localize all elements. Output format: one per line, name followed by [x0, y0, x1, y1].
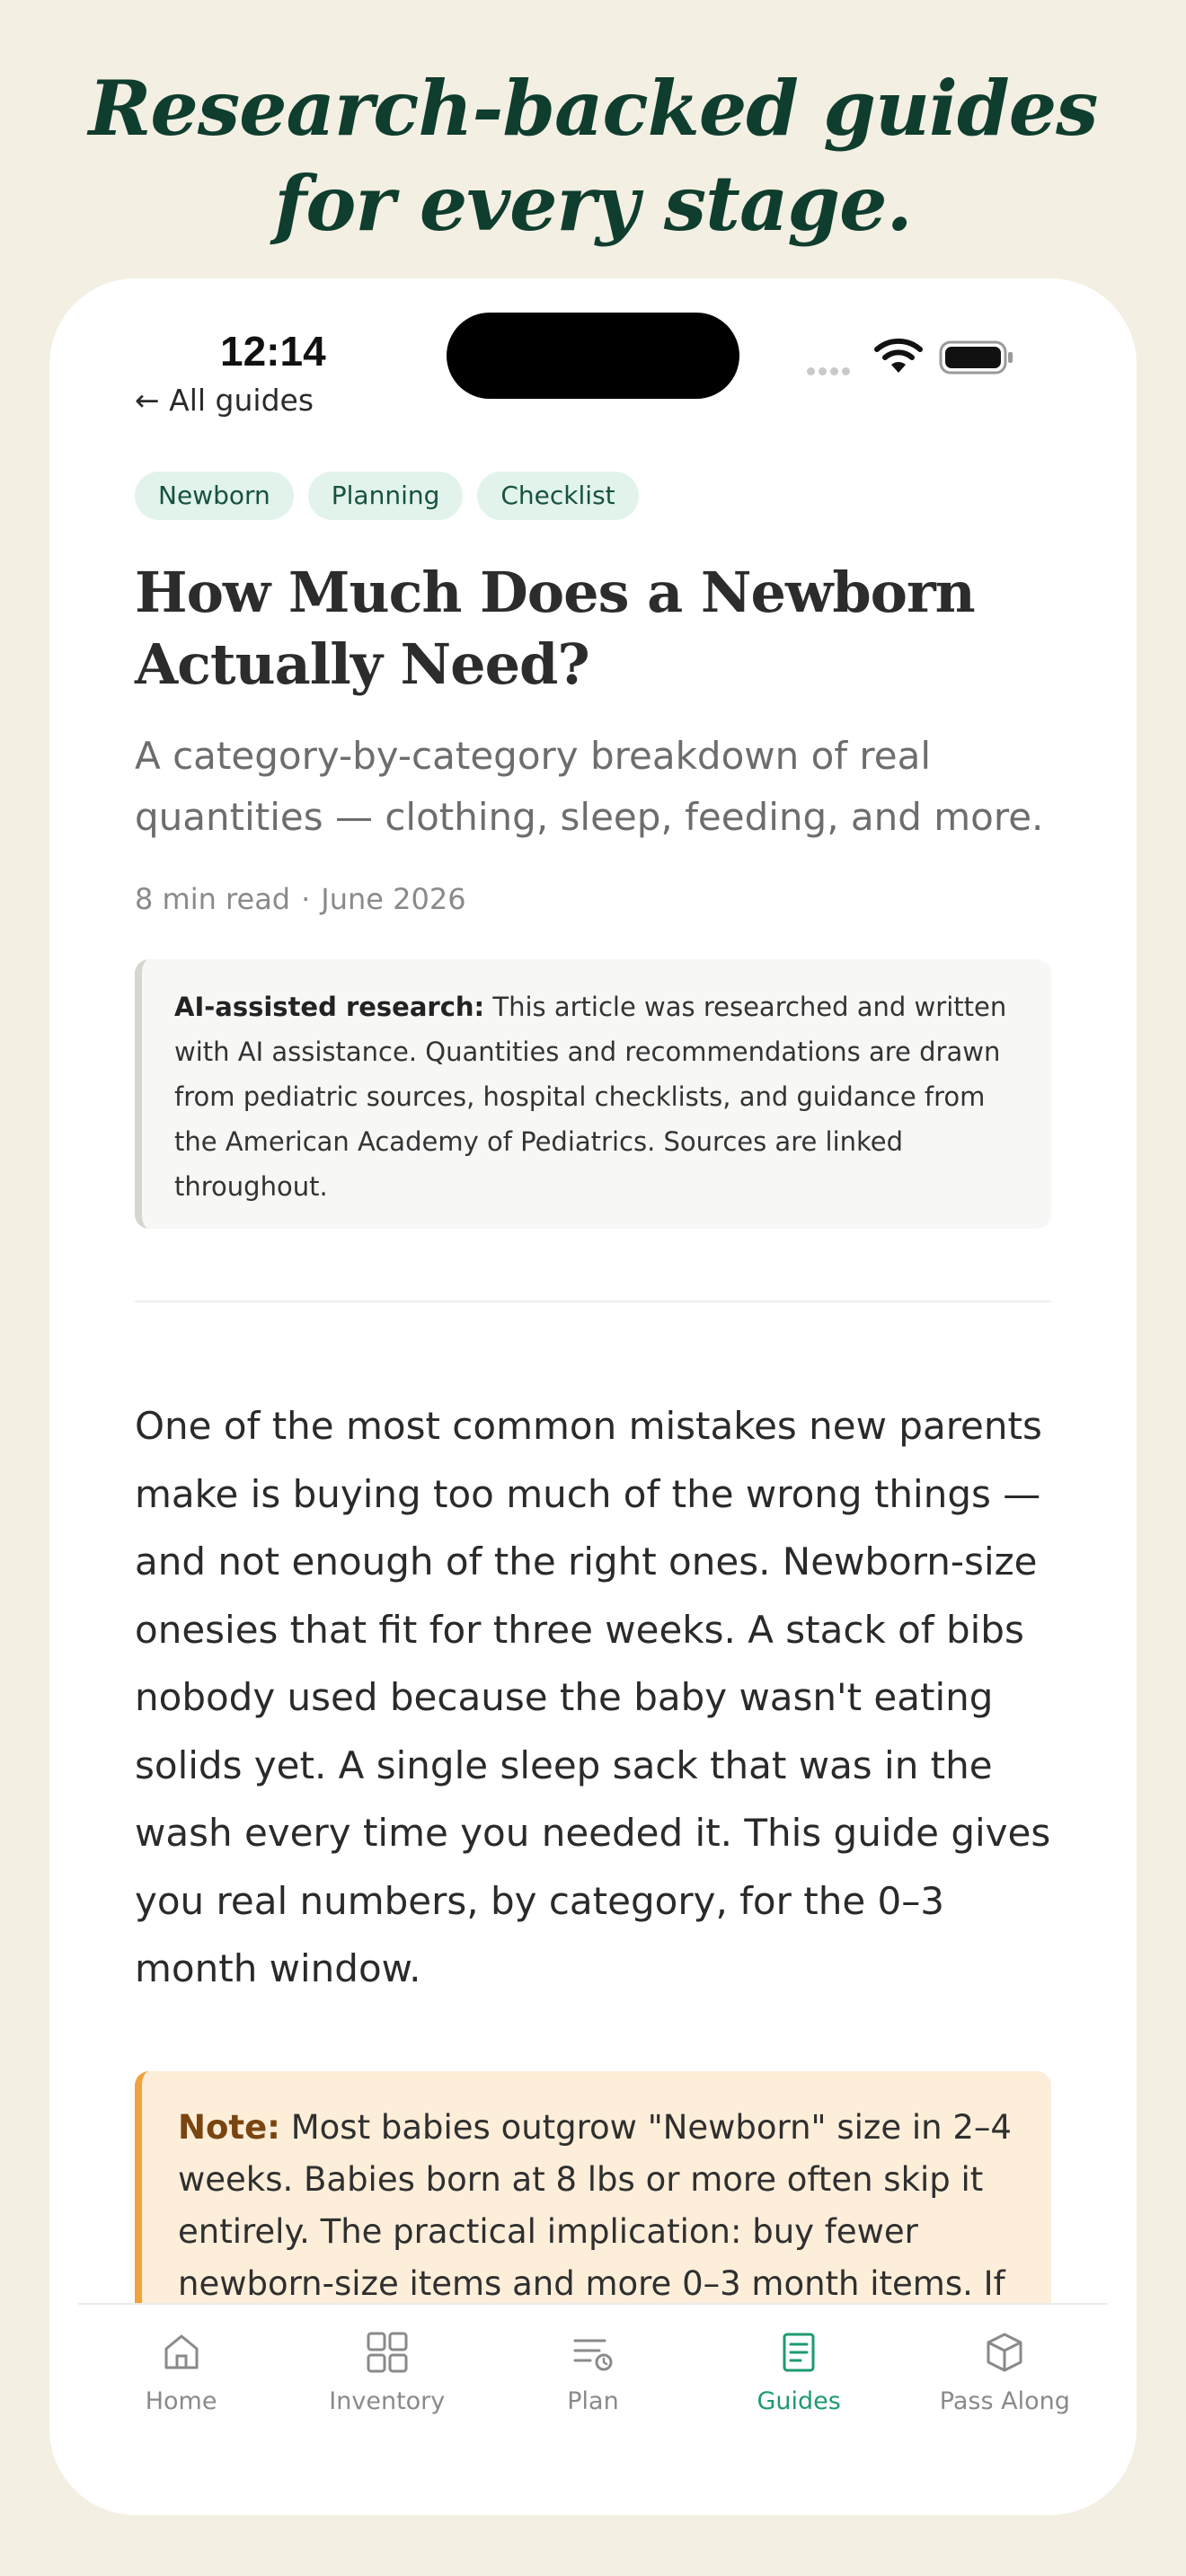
home-icon	[159, 2330, 204, 2375]
note-text: Most babies outgrow "Newborn" size in 2–4 weeks. Babies born at 8 lbs or more often skip it entirely. The practical implication: buy fewer newborn-size items and more 0–3 month items. If	[178, 2108, 1012, 2303]
meta-separator: ·	[301, 882, 311, 916]
back-to-guides-link[interactable]: ← All guides	[135, 383, 314, 418]
tab-guides[interactable]	[696, 2305, 902, 2515]
bottom-tab-bar	[78, 2303, 1108, 2515]
document-icon	[776, 2330, 821, 2375]
article-title-line2: Actually Need?	[135, 631, 589, 697]
tab-pass-along-label: Pass Along	[939, 2387, 1070, 2415]
tab-plan[interactable]	[490, 2305, 695, 2515]
tab-plan-label: Plan	[567, 2387, 619, 2415]
status-time: 12:14	[220, 328, 326, 375]
ai-disclosure-text: This article was researched and written with AI assistance. Quantities and recommendations are drawn from pediatric sources, hospital checklists, and guidance from the American Academy of Pediatrics. Sources are linked throughout.	[174, 992, 1007, 1202]
tag-planning[interactable]: Planning	[308, 472, 464, 520]
list-clock-icon	[571, 2330, 615, 2375]
hero-heading	[0, 61, 1186, 251]
tab-inventory-label: Inventory	[329, 2387, 446, 2415]
publish-date: June 2026	[321, 882, 466, 916]
grid-icon	[365, 2330, 410, 2375]
tab-guides-label: Guides	[757, 2387, 841, 2415]
article-title-line1: How Much Does a Newborn	[135, 560, 975, 625]
phone-screen	[49, 278, 1137, 2515]
section-divider	[135, 1301, 1051, 1302]
hero-heading-line2: for every stage.	[274, 159, 912, 248]
tab-pass-along[interactable]	[902, 2305, 1108, 2515]
tab-home[interactable]	[78, 2305, 284, 2515]
dynamic-island	[447, 313, 739, 399]
wifi-icon	[874, 337, 923, 375]
ai-disclosure-callout	[135, 959, 1051, 1229]
tag-newborn[interactable]: Newborn	[135, 472, 294, 520]
tag-checklist[interactable]: Checklist	[477, 472, 638, 520]
article-meta	[135, 882, 466, 916]
note-callout	[135, 2071, 1051, 2341]
read-time: 8 min read	[135, 882, 291, 916]
battery-icon	[939, 340, 1014, 375]
tab-inventory[interactable]	[284, 2305, 490, 2515]
tab-home-label: Home	[145, 2387, 217, 2415]
article-subtitle: A category-by-category breakdown of real quantities — clothing, sleep, feeding, and more.	[135, 734, 1044, 839]
article-title	[135, 557, 1051, 701]
tag-list	[135, 472, 653, 520]
note-label: Note:	[178, 2108, 280, 2147]
box-icon	[982, 2330, 1027, 2375]
signal-dots-icon	[807, 362, 854, 379]
ai-disclosure-label: AI-assisted research:	[174, 992, 485, 1022]
hero-heading-line1: Research-backed guides	[88, 64, 1098, 153]
article-body-paragraph: One of the most common mistakes new parents make is buying too much of the wrong things — and not enough of the right ones. Newborn-size onesies that fit for three weeks. A stack of bibs nobody used because the baby wasn't eating solids yet. A single sleep sack that was in the wash every time you needed it. This guide gives you real numbers, by category, for the 0–3 month window.	[135, 1404, 1051, 1990]
